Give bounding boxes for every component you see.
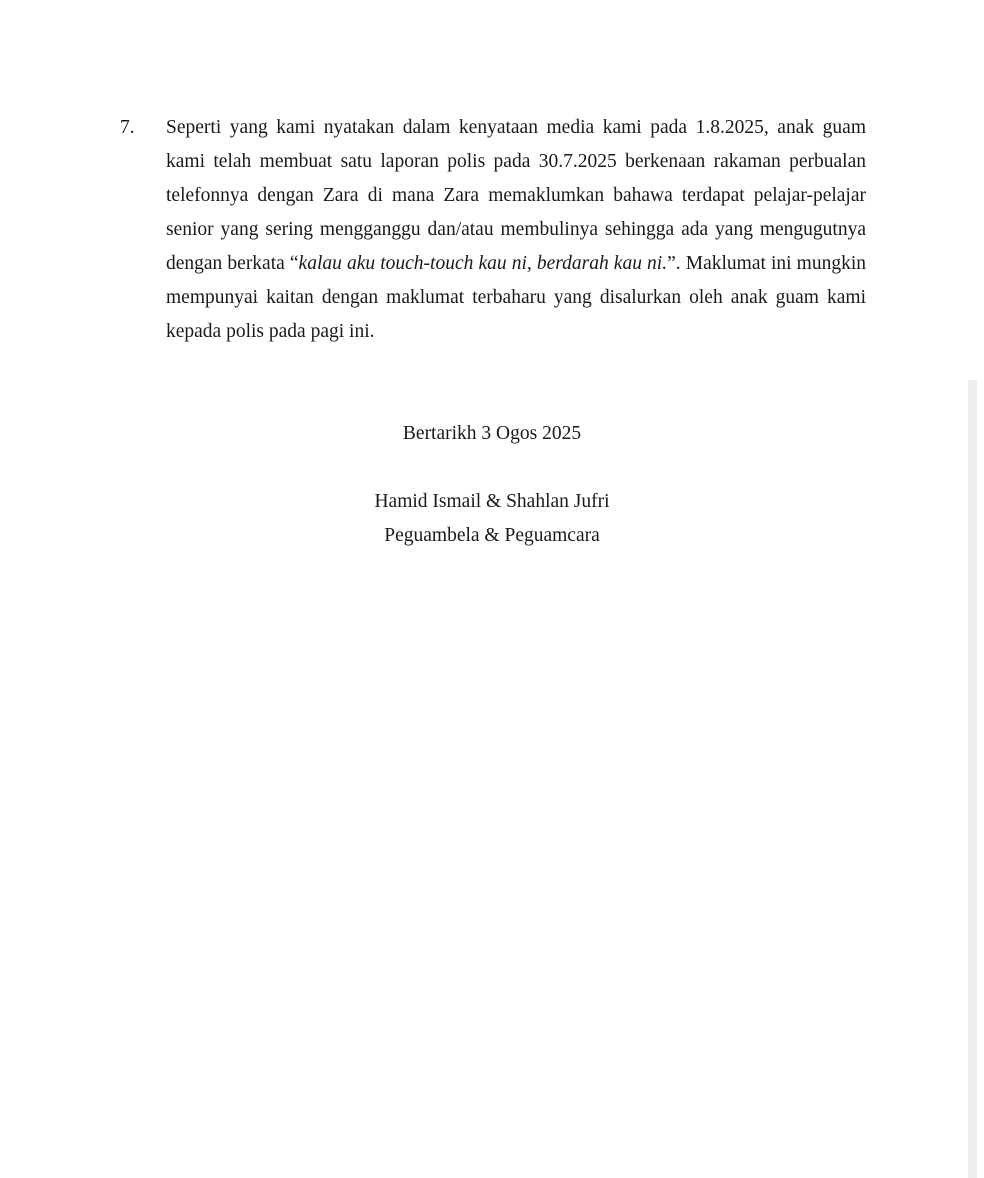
paragraph-text-after-quote: ”. Maklumat ini mungkin mempunyai kaitan dengan maklumat terbaharu yang disalurkan oleh anak guam kami kepada polis pada pagi ini. [166, 253, 867, 342]
signatory-name: Hamid Ismail & Shahlan Jufri [374, 491, 610, 512]
paragraph-number: 7. [120, 117, 135, 138]
date-line: Bertarikh 3 Ogos 2025 [402, 423, 582, 444]
paragraph-text-before-quote: Seperti yang kami nyatakan dalam kenyataan media kami pada 1.8.2025, anak guam kami telah membuat satu laporan polis pada 30.7.2025 berkenaan rakaman perbualan telefonnya dengan Zara di mana Zara memaklumkan bahawa terdapat pelajar-pelajar senior yang sering mengganggu dan/atau membulinya sehingga ada yang mengugutnya dengan berkata “ [166, 117, 866, 274]
paragraph-quote: kalau aku touch-touch kau ni, berdarah kau ni. [298, 253, 668, 274]
paragraph-body [166, 111, 866, 349]
signatory-role: Peguambela & Peguamcara [384, 525, 600, 546]
page-edge-strip [968, 380, 977, 1178]
paragraph-7 [120, 111, 866, 349]
